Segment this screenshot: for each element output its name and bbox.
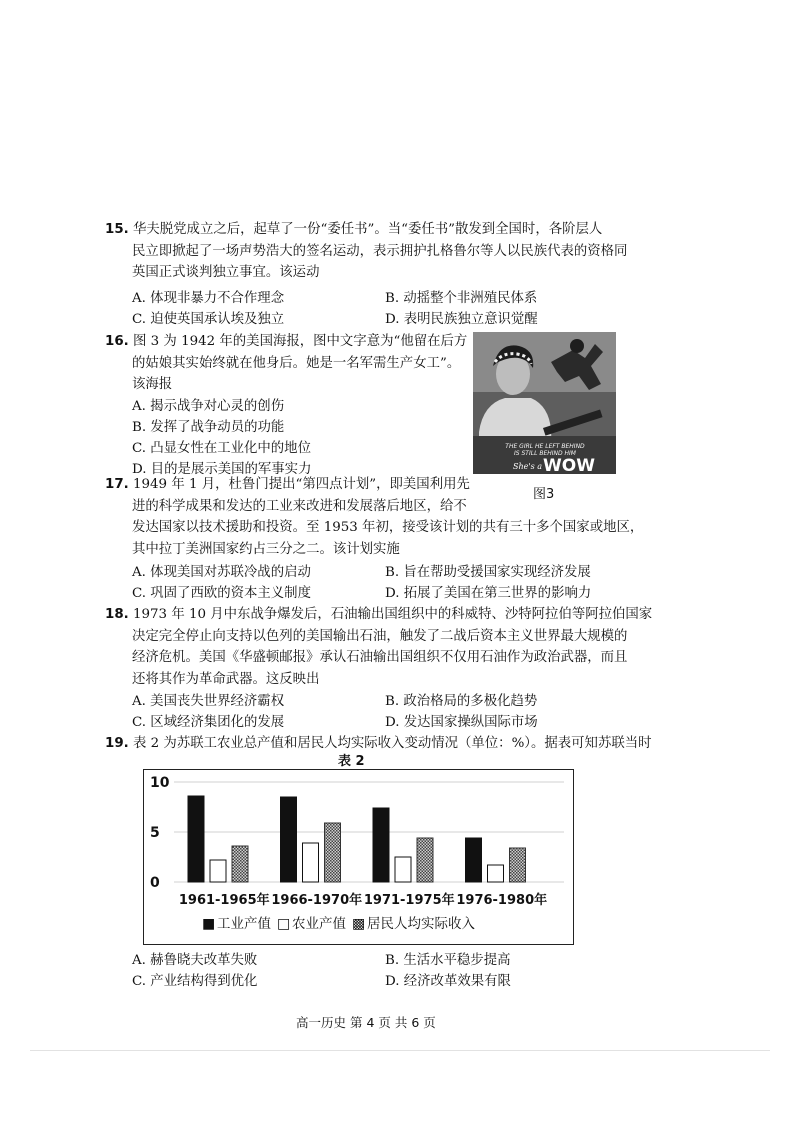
question-number: 16. bbox=[105, 334, 129, 349]
x-tick-label: 1966-1970年 bbox=[271, 893, 363, 908]
bar-chart bbox=[143, 769, 574, 945]
question-number: 18. bbox=[105, 607, 129, 622]
question-number: 17. bbox=[105, 477, 129, 492]
bar-农业产值 bbox=[395, 857, 411, 882]
x-tick-label: 1961-1965年 bbox=[178, 893, 270, 908]
x-tick-label: 1971-1975年 bbox=[363, 893, 455, 908]
question-text-line: 还将其作为革命武器。这反映出 bbox=[132, 671, 320, 687]
question-text-line: 该海报 bbox=[132, 377, 173, 392]
question-16 bbox=[105, 331, 467, 396]
bar-农业产值 bbox=[210, 860, 226, 882]
bar-居民人均实际收入 bbox=[417, 838, 433, 882]
question-text-line: 表 2 为苏联工农业总产值和居民人均实际收入变动情况（单位：%）。据表可知苏联当时 bbox=[133, 736, 652, 751]
question-text-line: 1949 年 1 月，杜鲁门提出“第四点计划”，即美国利用先 bbox=[133, 477, 470, 492]
y-tick-label: 10 bbox=[150, 775, 170, 791]
legend-marker: □ bbox=[277, 916, 291, 932]
option-d: D. 拓展了美国在第三世界的影响力 bbox=[385, 586, 592, 601]
bar-农业产值 bbox=[488, 865, 504, 882]
option-d: D. 发达国家操纵国际市场 bbox=[385, 715, 538, 730]
bar-chart-svg bbox=[144, 770, 573, 944]
question-15 bbox=[105, 219, 627, 284]
question-text-line: 的姑娘其实始终就在他身后。她是一名军需生产女工”。 bbox=[132, 355, 461, 371]
figure-label: 图3 bbox=[533, 487, 555, 502]
option-b: B. 政治格局的多极化趋势 bbox=[385, 694, 538, 709]
question-19 bbox=[105, 733, 652, 755]
question-text-line: 发达国家以技术援助和投资。至 1953 年初，接受该计划的共有三十多个国家或地区， bbox=[132, 520, 644, 535]
option-b: B. 旨在帮助受援国家实现经济发展 bbox=[385, 565, 591, 580]
legend-label: 工业产值 bbox=[217, 916, 271, 932]
option-c: C. 巩固了西欧的资本主义制度 bbox=[132, 586, 311, 601]
bar-工业产值 bbox=[373, 808, 389, 882]
poster-wow: WOW bbox=[543, 456, 595, 474]
question-text-line: 英国正式谈判独立事宜。该运动 bbox=[132, 265, 320, 280]
question-text-line: 民立即掀起了一场声势浩大的签名运动，表示拥护扎格鲁尔等人以民族代表的资格同 bbox=[132, 243, 628, 259]
poster-caption-line2: IS STILL BEHIND HIM bbox=[514, 450, 576, 457]
bar-农业产值 bbox=[303, 843, 319, 882]
y-tick-label: 5 bbox=[150, 825, 160, 841]
option-c: C. 凸显女性在工业化中的地位 bbox=[132, 441, 311, 456]
question-text-line: 其中拉丁美洲国家约占三分之二。该计划实施 bbox=[132, 541, 400, 557]
poster-caption-line3: She's a bbox=[513, 462, 542, 471]
question-18 bbox=[105, 604, 652, 690]
question-text-line: 图 3 为 1942 年的美国海报，图中文字意为“他留在后方 bbox=[133, 334, 468, 349]
question-number: 19. bbox=[105, 736, 129, 751]
poster-illustration bbox=[473, 332, 616, 474]
bar-居民人均实际收入 bbox=[325, 823, 341, 882]
legend-marker: ▩ bbox=[352, 916, 366, 932]
question-number: 15. bbox=[105, 222, 129, 237]
bar-工业产值 bbox=[188, 796, 204, 882]
poster-caption-line1: THE GIRL HE LEFT BEHIND bbox=[505, 443, 585, 450]
option-a: A. 美国丧失世界经济霸权 bbox=[132, 694, 285, 709]
option-a: A. 体现美国对苏联冷战的启动 bbox=[132, 565, 311, 580]
question-text-line: 进的科学成果和发达的工业来改进和发展落后地区，给不 bbox=[132, 498, 467, 514]
legend-label: 农业产值 bbox=[292, 916, 346, 932]
wartime-poster-image bbox=[473, 332, 616, 474]
option-d: D. 目的是展示美国的军事实力 bbox=[132, 462, 312, 477]
x-tick-label: 1976-1980年 bbox=[456, 893, 548, 908]
y-tick-label: 0 bbox=[150, 875, 160, 891]
option-b: B. 发挥了战争动员的功能 bbox=[132, 420, 285, 435]
table-title: 表 2 bbox=[338, 754, 365, 769]
question-text-line: 决定完全停止向支持以色列的美国输出石油，触发了二战后资本主义世界最大规模的 bbox=[132, 628, 628, 644]
question-text-line: 经济危机。美国《华盛顿邮报》承认石油输出国组织不仅用石油作为政治武器，而且 bbox=[132, 650, 628, 665]
page-footer: 高一历史 第 4 页 共 6 页 bbox=[296, 1015, 436, 1030]
legend-marker: ■ bbox=[202, 916, 216, 932]
question-text-line: 1973 年 10 月中东战争爆发后，石油输出国组织中的科威特、沙特阿拉伯等阿拉伯国家 bbox=[133, 607, 653, 622]
option-a: A. 揭示战争对心灵的创伤 bbox=[132, 399, 285, 414]
question-text-line: 华夫脱党成立之后，起草了一份“委任书”。当“委任书”散发到全国时，各阶层人 bbox=[133, 222, 603, 237]
bar-工业产值 bbox=[281, 797, 297, 882]
legend-label: 居民人均实际收入 bbox=[367, 916, 475, 932]
option-a: A. 体现非暴力不合作理念 bbox=[132, 291, 285, 306]
option-b: B. 生活水平稳步提高 bbox=[385, 953, 511, 968]
option-d: D. 表明民族独立意识觉醒 bbox=[385, 312, 538, 327]
option-a: A. 赫鲁晓夫改革失败 bbox=[132, 953, 258, 968]
option-c: C. 产业结构得到优化 bbox=[132, 974, 258, 989]
bar-工业产值 bbox=[466, 838, 482, 882]
option-d: D. 经济改革效果有限 bbox=[385, 974, 511, 989]
option-c: C. 区域经济集团化的发展 bbox=[132, 715, 285, 730]
bar-居民人均实际收入 bbox=[510, 848, 526, 882]
question-17 bbox=[105, 474, 643, 560]
option-c: C. 迫使英国承认埃及独立 bbox=[132, 312, 285, 327]
option-b: B. 动摇整个非洲殖民体系 bbox=[385, 291, 538, 306]
bar-居民人均实际收入 bbox=[232, 846, 248, 882]
